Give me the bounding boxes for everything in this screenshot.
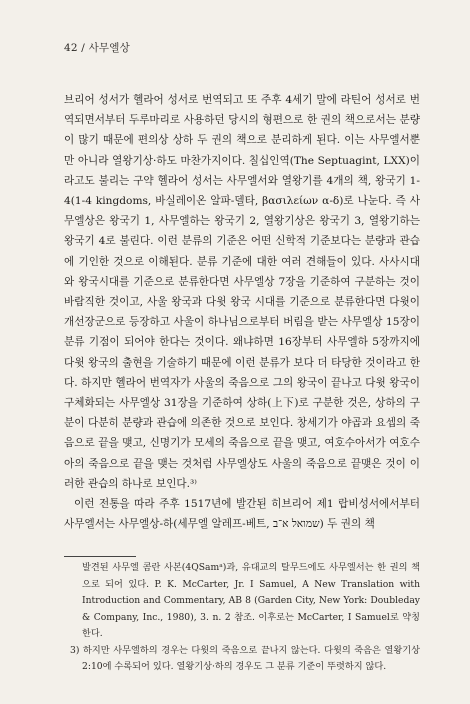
- running-head: 42 / 사무엘상: [64, 42, 130, 54]
- main-text: [64, 90, 420, 534]
- footnote-continued: 발견된 사무엘 콤란 사본(4QSamᵃ)과, 유대교의 탈무드에도 사무엘서는 한 권의 책으로 되어 있다. P. K. McCarter, Jr. I Samuel, A New Translation with Introduction and Commentary, AB 8 (Garden City, New York: Doubleday & Company, Inc., 1980), 3. n. 2 참조. 이후로는 McCarter, I Samuel로 약칭한다.: [82, 562, 420, 639]
- footnote-3: 3) 하지만 사무엘하의 경우는 다윗의 죽음으로 끝나지 않는다. 다윗의 죽음은 열왕기상 2:10에 수록되어 있다. 열왕기상·하의 경우도 그 분류 기준이 뚜렷하지 않다.: [70, 644, 420, 672]
- footnotes: [64, 560, 420, 676]
- body-paragraph-1: 브리어 성서가 헬라어 성서로 번역되고 또 주후 4세기 말에 라틴어 성서로 번역되면서부터 두루마리로 사용하던 당시의 형편으로 한 권의 책으로서는 분량이 많기 때문에 편의상 상하 두 권의 책으로 분리하게 된다. 이는 사무엘서뿐만 아니라 열왕기상·하도 마찬가지이다. 칠십인역(The Septuagint, LXX)이라고도 불리는 구약 헬라어 성서는 사무엘서와 열왕기를 4개의 책, 왕국기 1-4(1-4 kingdoms, 바실레이온 알파-델타, βασιλείων α-δ)로 나눈다. 즉 사무엘상은 왕국기 1, 사무엘하는 왕국기 2, 열왕기상은 왕국기 3, 열왕기하는 왕국기 4로 불린다. 이런 분류의 기준은 어떤 신학적 기준보다는 분량과 관습에 기인한 것으로 이해된다. 분류 기준에 대한 여러 견해들이 있다. 사사시대와 왕국시대를 기준으로 분류한다면 사무엘상 7장을 기준하여 구분하는 것이 바람직한 것이고, 사울 왕국과 다윗 왕국 시대를 기준으로 분류한다면 다윗이 개선장군으로 등장하고 사울이 하나님으로부터 버림을 받는 사무엘상 15장이 분류 기점이 되어야 한다는 것이다. 왜냐하면 16장부터 사무엘하 5장까지에 다윗 왕국의 출현을 기술하기 때문에 이런 분류가 보다 더 타당한 것이라고 한다. 하지만 헬라어 번역자가 사울의 죽음으로 그의 왕국이 끝나고 다윗 왕국이 구체화되는 사무엘상 31장을 기준하여 상하(上下)로 구분한 것은, 상하의 구분이 다분히 분량과 관습에 의존한 것으로 보인다. 창세기가 야곱과 요셉의 죽음으로 끝을 맺고, 신명기가 모세의 죽음으로 끝을 맺고, 여호수아서가 여호수아의 죽음으로 끝을 맺는 것처럼 사무엘상도 사울의 죽음으로 끝맺은 것이 이러한 관습의 하나로 보인다.³⁾: [64, 94, 420, 490]
- footnote-separator: [64, 556, 136, 557]
- body-paragraph-2: 이런 전통을 따라 주후 1517년에 발간된 히브리어 제1 랍비성서에서부터 사무엘서는 사무엘상-하(세무엘 알레프-베트, שמואל א־ב) 두 권의 책: [64, 498, 420, 531]
